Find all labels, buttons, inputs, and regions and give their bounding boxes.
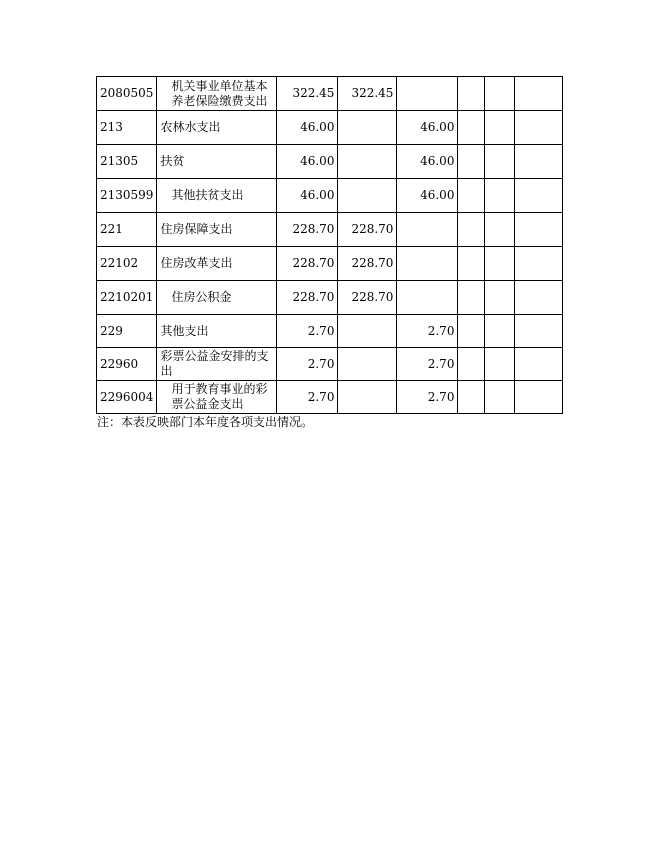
empty-cell <box>485 145 515 179</box>
subject-name-cell: 农林水支出 <box>157 111 277 145</box>
total-cell: 228.70 <box>277 247 338 281</box>
total-cell: 322.45 <box>277 77 338 111</box>
subject-name-cell: 彩票公益金安排的支出 <box>157 348 277 381</box>
project-expenditure-cell: 2.70 <box>397 381 458 414</box>
empty-cell <box>458 77 485 111</box>
basic-expenditure-cell <box>338 348 397 381</box>
total-cell: 2.70 <box>277 315 338 348</box>
basic-expenditure-cell: 322.45 <box>338 77 397 111</box>
empty-cell <box>458 247 485 281</box>
basic-expenditure-cell <box>338 381 397 414</box>
empty-cell <box>458 315 485 348</box>
basic-expenditure-cell <box>338 315 397 348</box>
subject-code-cell: 221 <box>97 213 157 247</box>
empty-cell <box>515 111 563 145</box>
basic-expenditure-cell <box>338 145 397 179</box>
empty-cell <box>458 145 485 179</box>
total-cell: 2.70 <box>277 348 338 381</box>
subject-name-cell: 其他支出 <box>157 315 277 348</box>
subject-name-cell: 用于教育事业的彩票公益金支出 <box>157 381 277 414</box>
subject-name-cell: 扶贫 <box>157 145 277 179</box>
table-row <box>97 179 563 213</box>
expenditure-table <box>96 76 563 414</box>
empty-cell <box>485 77 515 111</box>
table-row <box>97 348 563 381</box>
total-cell: 228.70 <box>277 213 338 247</box>
project-expenditure-cell: 46.00 <box>397 145 458 179</box>
basic-expenditure-cell <box>338 179 397 213</box>
empty-cell <box>485 348 515 381</box>
subject-name-cell: 其他扶贫支出 <box>157 179 277 213</box>
table-row <box>97 77 563 111</box>
basic-expenditure-cell: 228.70 <box>338 247 397 281</box>
project-expenditure-cell: 2.70 <box>397 315 458 348</box>
empty-cell <box>458 348 485 381</box>
basic-expenditure-cell <box>338 111 397 145</box>
table-row <box>97 213 563 247</box>
empty-cell <box>515 315 563 348</box>
total-cell: 46.00 <box>277 179 338 213</box>
basic-expenditure-cell: 228.70 <box>338 213 397 247</box>
project-expenditure-cell: 46.00 <box>397 179 458 213</box>
subject-name-cell: 住房公积金 <box>157 281 277 315</box>
table-row <box>97 247 563 281</box>
table-row <box>97 281 563 315</box>
subject-name-cell: 机关事业单位基本养老保险缴费支出 <box>157 77 277 111</box>
total-cell: 46.00 <box>277 111 338 145</box>
subject-code-cell: 22960 <box>97 348 157 381</box>
empty-cell <box>515 247 563 281</box>
total-cell: 2.70 <box>277 381 338 414</box>
subject-code-cell: 2130599 <box>97 179 157 213</box>
table-row <box>97 315 563 348</box>
empty-cell <box>485 179 515 213</box>
table-row <box>97 111 563 145</box>
empty-cell <box>515 381 563 414</box>
empty-cell <box>515 77 563 111</box>
empty-cell <box>515 348 563 381</box>
table-footnote: 注：本表反映部门本年度各项支出情况。 <box>97 415 314 429</box>
project-expenditure-cell <box>397 247 458 281</box>
empty-cell <box>485 111 515 145</box>
empty-cell <box>485 281 515 315</box>
empty-cell <box>485 381 515 414</box>
empty-cell <box>458 111 485 145</box>
subject-code-cell: 2296004 <box>97 381 157 414</box>
total-cell: 46.00 <box>277 145 338 179</box>
project-expenditure-cell <box>397 77 458 111</box>
empty-cell <box>515 281 563 315</box>
empty-cell <box>515 179 563 213</box>
basic-expenditure-cell: 228.70 <box>338 281 397 315</box>
subject-code-cell: 21305 <box>97 145 157 179</box>
subject-code-cell: 2080505 <box>97 77 157 111</box>
subject-code-cell: 2210201 <box>97 281 157 315</box>
empty-cell <box>458 381 485 414</box>
empty-cell <box>515 213 563 247</box>
table-row <box>97 145 563 179</box>
empty-cell <box>458 213 485 247</box>
project-expenditure-cell <box>397 213 458 247</box>
project-expenditure-cell: 46.00 <box>397 111 458 145</box>
subject-code-cell: 229 <box>97 315 157 348</box>
empty-cell <box>515 145 563 179</box>
project-expenditure-cell: 2.70 <box>397 348 458 381</box>
empty-cell <box>485 247 515 281</box>
empty-cell <box>485 213 515 247</box>
subject-code-cell: 213 <box>97 111 157 145</box>
total-cell: 228.70 <box>277 281 338 315</box>
table-row <box>97 381 563 414</box>
subject-name-cell: 住房改革支出 <box>157 247 277 281</box>
empty-cell <box>458 179 485 213</box>
project-expenditure-cell <box>397 281 458 315</box>
empty-cell <box>458 281 485 315</box>
empty-cell <box>485 315 515 348</box>
subject-name-cell: 住房保障支出 <box>157 213 277 247</box>
subject-code-cell: 22102 <box>97 247 157 281</box>
